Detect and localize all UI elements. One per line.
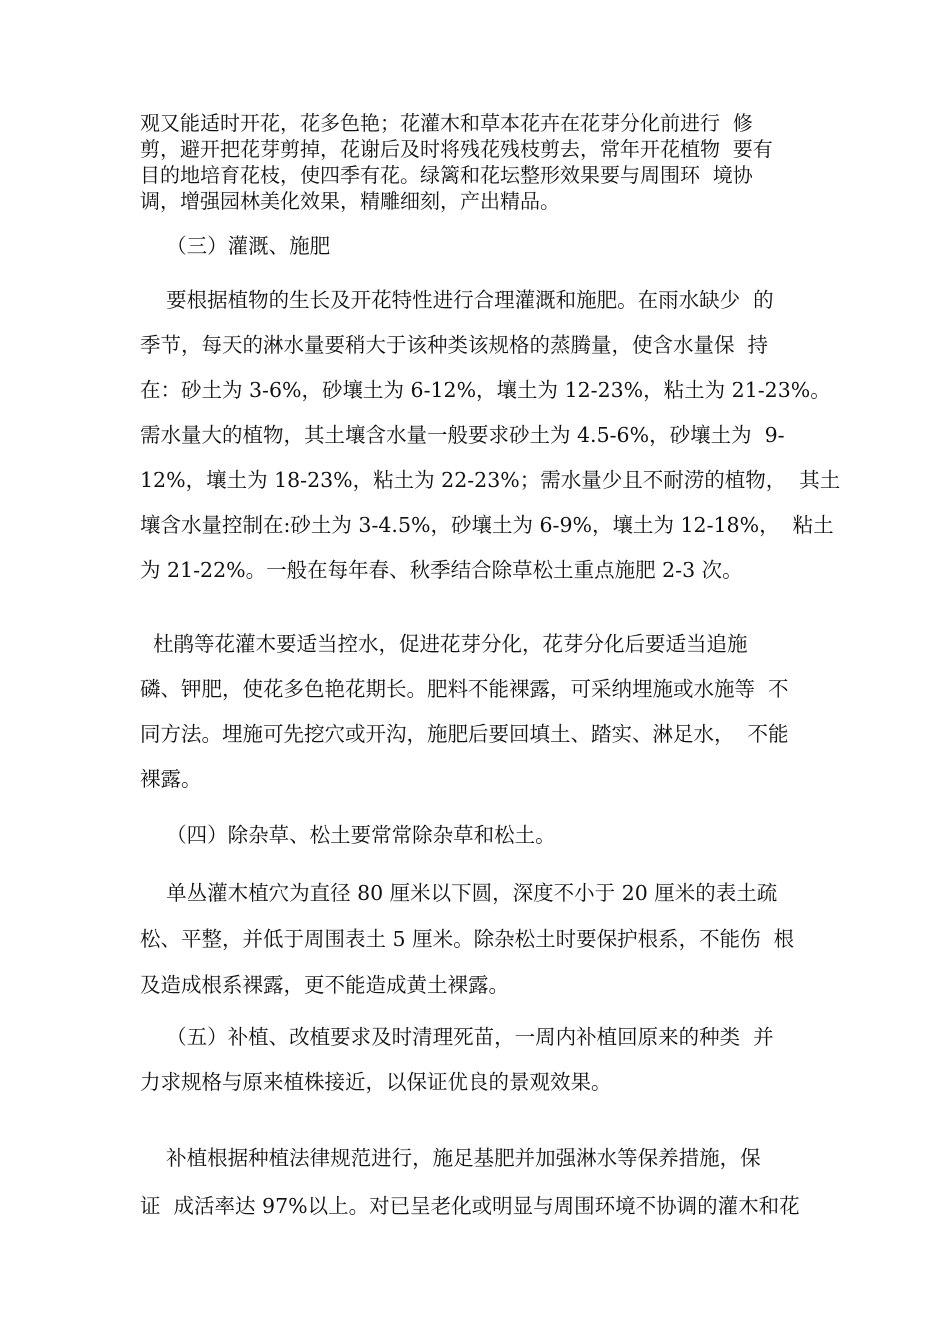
paragraph-weeding: 单丛灌木植穴为直径 80 厘米以下圆，深度不小于 20 厘米的表土疏 松、平整，并低于周围表土 5 厘米。除杂松土时要保护根系，不能伤 根 及造成根系裸露，更不能造成黄土裸露。 [140, 881, 795, 997]
paragraph-replanting-continued: 力求规格与原来植株接近，以保证优良的景观效果。 [140, 1070, 612, 1094]
paragraph-pruning: 观又能适时开花，花多色艳；花灌木和草本花卉在花芽分化前进行 修 剪，避开把花芽剪掉，花谢后及时将残花残枝剪去，常年开花植物 要有 目的地培育花枝，使四季有花。绿篱和花坛整形效果要与周围环 境协 调，增强园林美化效果，精雕细刻，产出精品。 [140, 111, 773, 213]
paragraph-replanting: 补植根据种植法律规范进行，施足基肥并加强淋水等保养措施，保 证 成活率达 97%以上。对已呈老化或明显与周围环境不协调的灌木和花 [140, 1146, 800, 1218]
paragraph-irrigation: 要根据植物的生长及开花特性进行合理灌溉和施肥。在雨水缺少 的 季节，每天的淋水量要稍大于该种类该规格的蒸腾量，使含水量保 持 在：砂土为 3-6%，砂壤土为 6-12%，壤土为 12-23%，粘土为 21-23%。 需水量大的植物，其土壤含水量一般要求砂土为 4.5-6%，砂壤土为 9- 12%，壤土为 18-23%，粘土为 22-23%；需水量少且不耐涝的植物， 其土 壤含水量控制在:砂土为 3-4.5%，砂壤土为 6-9%，壤土为 12-18%， 粘土 为 21-22%。一般在每年春、秋季结合除草松土重点施肥 2-3 次。 [140, 288, 841, 582]
paragraph-azalea: 杜鹃等花灌木要适当控水，促进花芽分化，花芽分化后要适当追施 磷、钾肥，使花多色艳花期长。肥料不能裸露，可采纳埋施或水施等 不 同方法。埋施可先挖穴或开沟，施肥后要回填土、踏实、淋足水， 不能 裸露。 [140, 632, 789, 791]
section-heading-irrigation: （三）灌溉、施肥 [140, 234, 331, 258]
section-heading-replanting: （五）补植、改植要求及时清理死苗，一周内补植回原来的种类 并 [140, 1025, 774, 1049]
section-heading-weeding: （四）除杂草、松土要常常除杂草和松土。 [140, 823, 556, 847]
